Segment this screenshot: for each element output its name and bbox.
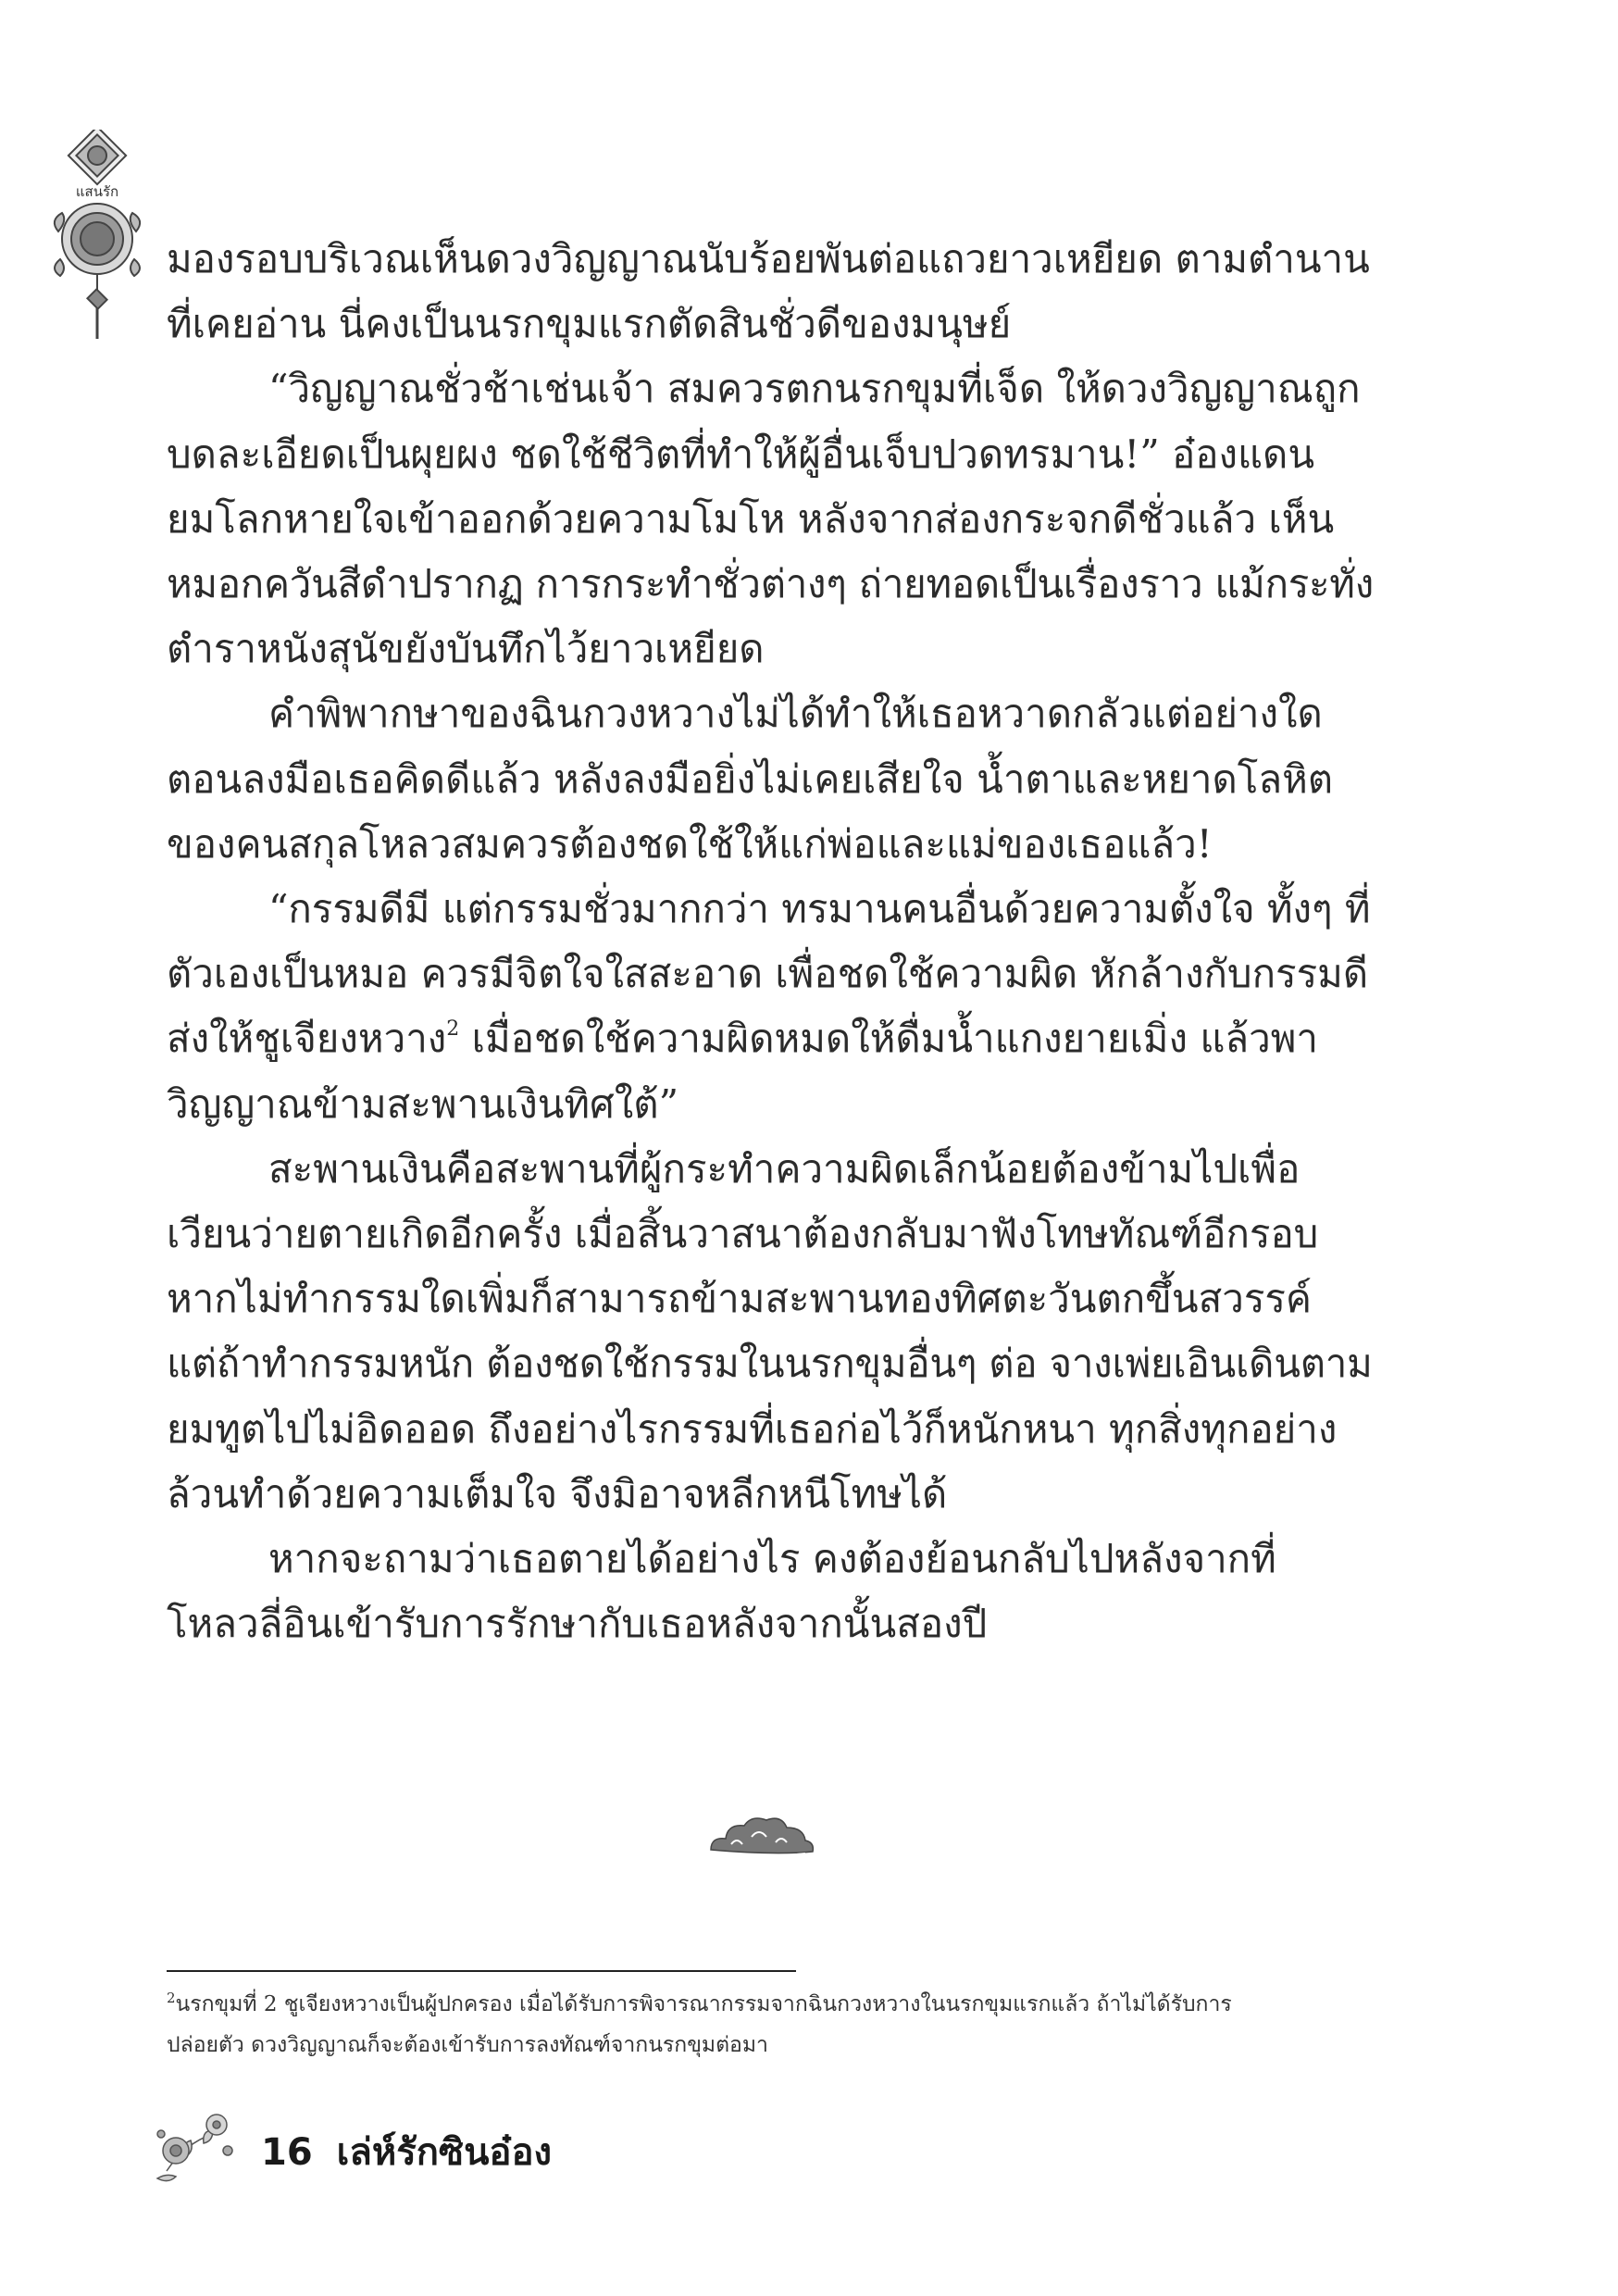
footnote — [167, 1984, 1388, 2065]
text-line: หากจะถามว่าเธอตายได้อย่างไร คงต้องย้อนกลับไปหลังจากที่ — [268, 1536, 1276, 1582]
footnote-reference[interactable]: 2 — [446, 1017, 460, 1042]
text-line: บดละเอียดเป็นผุยผง ชดใช้ชีวิตที่ทำให้ผู้อื่นเจ็บปวดทรมาน!” อ๋องแดน — [167, 430, 1315, 477]
folio — [261, 2129, 552, 2176]
paragraph-6 — [167, 1527, 1370, 1656]
text-line: หมอกควันสีดำปรากฏ การกระทำชั่วต่างๆ ถ่ายทอดเป็นเรื่องราว แม้กระทั่ง — [167, 561, 1374, 607]
book-title: เล่ห์รักซินอ๋อง — [336, 2131, 552, 2174]
text-line: หากไม่ทำกรรมใดเพิ่มก็สามารถข้ามสะพานทองทิศตะวันตกขึ้นสวรรค์ — [167, 1276, 1313, 1322]
paragraph-2 — [167, 356, 1374, 681]
text-line: สะพานเงินคือสะพานที่ผู้กระทำความผิดเล็กน้อยต้องข้ามไปเพื่อ — [268, 1145, 1301, 1192]
paragraph-5 — [167, 1137, 1373, 1527]
text-segment: เมื่อชดใช้ความผิดหมดให้ดื่มน้ำแกงยายเมิ่ง แล้วพา — [459, 1016, 1319, 1062]
text-line: แต่ถ้าทำกรรมหนัก ต้องชดใช้กรรมในนรกขุมอื่นๆ ต่อ จางเพ่ยเอินเดินตาม — [167, 1341, 1373, 1387]
text-line: ล้วนทำด้วยความเต็มใจ จึงมิอาจหลีกหนีโทษได้ — [167, 1470, 948, 1516]
cloud-ornament-icon — [703, 1813, 815, 1865]
ornament-emblem-text: แสนรัก — [75, 183, 119, 200]
page-number: 16 — [261, 2131, 313, 2174]
text-line: เวียนว่ายตายเกิดอีกครั้ง เมื่อสิ้นวาสนาต้องกลับมาฟังโทษทัณฑ์อีกรอบ — [167, 1211, 1319, 1257]
paragraph-3 — [167, 681, 1370, 877]
paragraph-4 — [167, 877, 1370, 1137]
text-line: วิญญาณข้ามสะพานเงินทิศใต้” — [167, 1080, 679, 1127]
footnote-divider — [167, 1970, 796, 1972]
text-line: “วิญญาณชั่วช้าเช่นเจ้า สมควรตกนรกขุมที่เจ็ด ให้ดวงวิญญาณถูก — [268, 366, 1361, 412]
footnote-line: ปล่อยตัว ดวงวิญญาณก็จะต้องเข้ารับการลงทัณฑ์จากนรกขุมต่อมา — [167, 2033, 768, 2057]
text-line: ของคนสกุลโหลวสมควรต้องชดใช้ให้แก่พ่อและแม่ของเธอแล้ว! — [167, 820, 1213, 867]
footnote-text: นรกขุมที่ 2 ชูเจียงหวางเป็นผู้ปกครอง เมื่อได้รับการพิจารณากรรมจากฉินกวงหวางในนรกขุมแรกแล้ว ถ้าไม่ได้รับการ — [175, 1992, 1232, 2016]
text-line: คำพิพากษาของฉินกวงหวางไม่ได้ทำให้เธอหวาดกลัวแต่อย่างใด — [268, 691, 1323, 737]
footnote-marker: 2 — [167, 1990, 176, 2006]
flower-ornament-icon — [148, 2106, 244, 2190]
footnote-line — [167, 1984, 1388, 2025]
paragraph-1 — [167, 227, 1370, 356]
text-segment: ส่งให้ชูเจียงหวาง — [167, 1016, 447, 1062]
text-line: “กรรมดีมี แต่กรรมชั่วมากกว่า ทรมานคนอื่นด้วยความตั้งใจ ทั้งๆ ที่ — [268, 886, 1371, 932]
chinese-knot-ornament-icon — [42, 130, 153, 343]
text-line: ยมโลกหายใจเข้าออกด้วยความโมโห หลังจากส่องกระจกดีชั่วแล้ว เห็น — [167, 495, 1335, 542]
text-line: ยมทูตไปไม่อิดออด ถึงอย่างไรกรรมที่เธอก่อไว้ก็หนักหนา ทุกสิ่งทุกอย่าง — [167, 1405, 1338, 1452]
text-line-with-footnote-ref — [167, 1006, 1370, 1071]
text-line: ตัวเองเป็นหมอ ควรมีจิตใจใสสะอาด เพื่อชดใช้ความผิด หักล้างกับกรรมดี — [167, 951, 1369, 997]
text-line: ตอนลงมือเธอคิดดีแล้ว หลังลงมือยิ่งไม่เคยเสียใจ น้ำตาและหยาดโลหิต — [167, 755, 1334, 802]
text-line: โหลวลี่อินเข้ารับการรักษากับเธอหลังจากนั้นสองปี — [167, 1601, 988, 1647]
text-line: ที่เคยอ่าน นี่คงเป็นนรกขุมแรกตัดสินชั่วดีของมนุษย์ — [167, 301, 1012, 347]
main-text — [167, 227, 1374, 1656]
text-line: มองรอบบริเวณเห็นดวงวิญญาณนับร้อยพันต่อแถวยาวเหยียด ตามตำนาน — [167, 236, 1370, 281]
text-line: ตำราหนังสุนัขยังบันทึกไว้ยาวเหยียด — [167, 626, 765, 672]
